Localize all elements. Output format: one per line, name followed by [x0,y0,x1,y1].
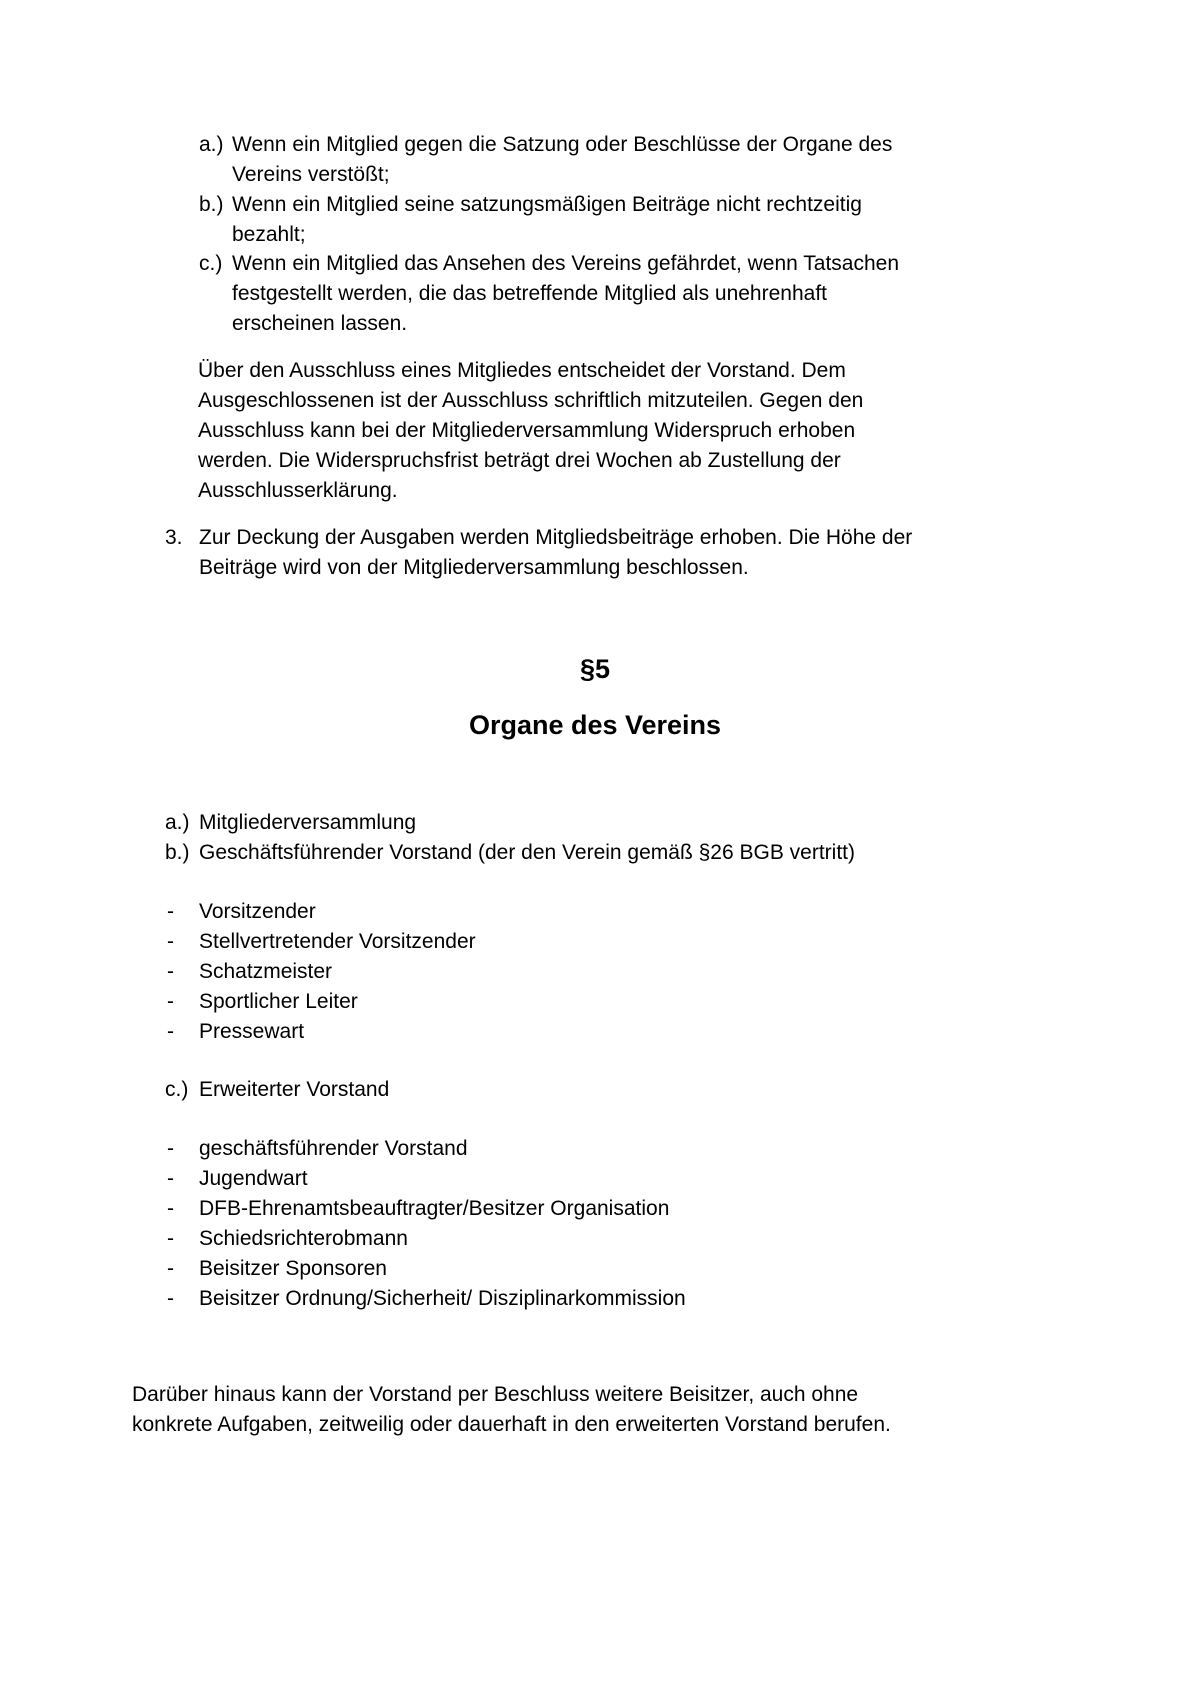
dash-bullet: - [167,960,174,983]
list-item: geschäftsführender Vorstand [199,1137,468,1160]
dash-bullet: - [167,990,174,1013]
paragraph-line: Ausgeschlossenen ist der Ausschluss schriftlich mitzuteilen. Gegen den [198,389,864,412]
list-item-text: Vereins verstößt; [232,163,390,186]
list-marker: b.) [199,193,224,216]
list-item: Pressewart [199,1020,305,1043]
list-item: Vorsitzender [199,900,316,923]
paragraph-line: Ausschluss kann bei der Mitgliederversammlung Widerspruch erhoben [198,419,856,442]
paragraph-line: werden. Die Widerspruchsfrist beträgt drei Wochen ab Zustellung der [198,449,841,472]
list-marker: b.) [165,841,190,864]
dash-bullet: - [167,1197,174,1220]
organ-label: Geschäftsführender Vorstand (der den Verein gemäß §26 BGB vertritt) [199,841,856,864]
list-marker: c.) [165,1078,189,1101]
dash-bullet: - [167,1257,174,1280]
list-marker: 3. [165,526,183,549]
paragraph-line: Darüber hinaus kann der Vorstand per Beschluss weitere Beisitzer, auch ohne [132,1383,859,1406]
list-marker: c.) [199,252,223,275]
organ-label: Mitgliederversammlung [199,811,417,834]
list-item-text: erscheinen lassen. [232,312,408,335]
list-item: Schiedsrichterobmann [199,1227,408,1250]
list-item: Beisitzer Ordnung/Sicherheit/ Disziplinarkommission [199,1287,686,1310]
section-number: §5 [579,654,611,684]
dash-bullet: - [167,900,174,923]
list-item: Schatzmeister [199,960,333,983]
dash-bullet: - [167,1227,174,1250]
list-item-text: Wenn ein Mitglied seine satzungsmäßigen Beiträge nicht rechtzeitig [232,193,862,216]
list-item-text: Beiträge wird von der Mitgliederversammlung beschlossen. [199,556,749,579]
list-item: DFB-Ehrenamtsbeauftragter/Besitzer Organisation [199,1197,670,1220]
list-item-text: Wenn ein Mitglied das Ansehen des Vereins gefährdet, wenn Tatsachen [232,252,900,275]
list-item: Jugendwart [199,1167,308,1190]
organ-label: Erweiterter Vorstand [199,1078,390,1101]
list-item: Sportlicher Leiter [199,990,358,1013]
list-item-text: Zur Deckung der Ausgaben werden Mitgliedsbeiträge erhoben. Die Höhe der [199,526,913,549]
paragraph-line: Ausschlusserklärung. [198,479,398,502]
dash-bullet: - [167,1137,174,1160]
list-item-text: Wenn ein Mitglied gegen die Satzung oder Beschlüsse der Organe des [232,133,893,156]
list-item: Beisitzer Sponsoren [199,1257,387,1280]
section-title: Organe des Vereins [468,710,722,740]
list-item: Stellvertretender Vorsitzender [199,930,476,953]
dash-bullet: - [167,930,174,953]
list-item-text: festgestellt werden, die das betreffende Mitglied als unehrenhaft [232,282,827,305]
dash-bullet: - [167,1167,174,1190]
dash-bullet: - [167,1020,174,1043]
list-marker: a.) [199,133,224,156]
paragraph-line: konkrete Aufgaben, zeitweilig oder dauerhaft in den erweiterten Vorstand berufen. [132,1413,891,1436]
paragraph-line: Über den Ausschluss eines Mitgliedes entscheidet der Vorstand. Dem [198,359,846,382]
list-item-text: bezahlt; [232,223,306,246]
dash-bullet: - [167,1287,174,1310]
list-marker: a.) [165,811,190,834]
